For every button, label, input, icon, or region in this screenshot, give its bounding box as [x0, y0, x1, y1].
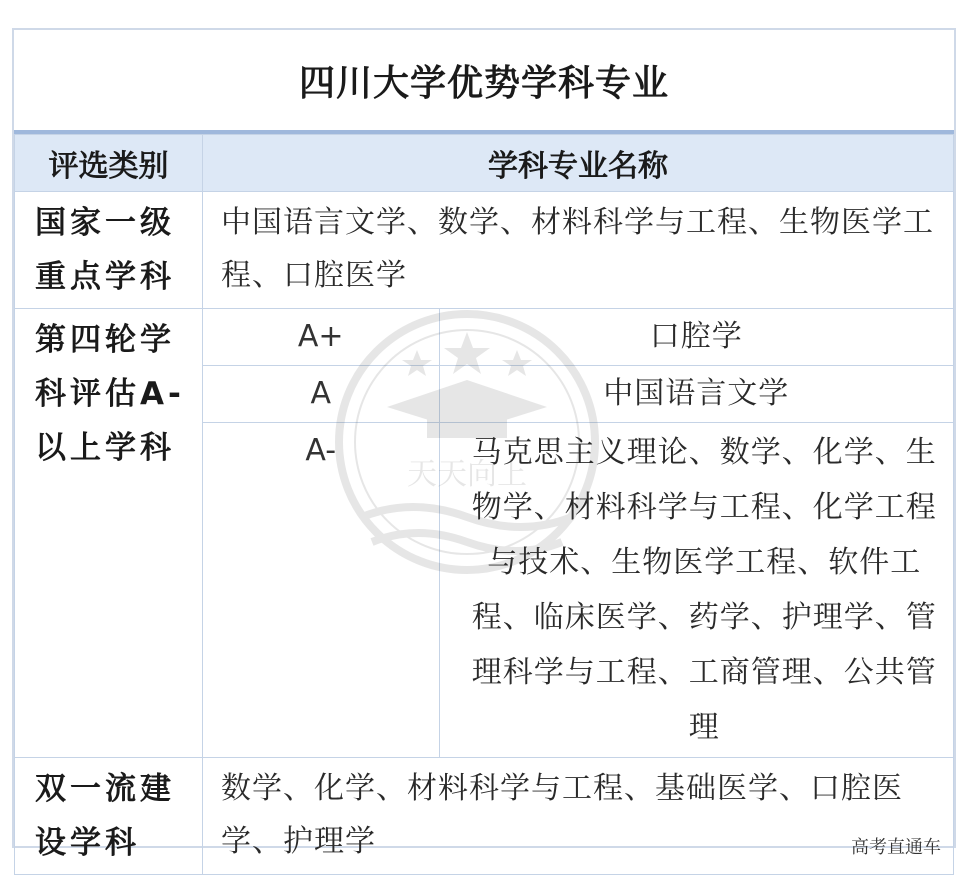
- grade-label: A: [203, 366, 439, 423]
- grade-subjects: 马克思主义理论、数学、化学、生物学、材料科学与工程、化学工程与技术、生物医学工程、软件工程、临床医学、药学、护理学、管理科学与工程、工商管理、公共管理: [439, 423, 953, 758]
- header-category: 评选类别: [15, 135, 203, 192]
- grade-row-aplus: [203, 309, 953, 366]
- category-assessment: 第四轮学科评估A-以上学科: [15, 309, 203, 758]
- table-row-assessment: [15, 309, 954, 758]
- grade-subjects: 口腔学: [439, 309, 953, 366]
- grade-label: A+: [297, 319, 344, 354]
- subjects-national: 中国语言文学、数学、材料科学与工程、生物医学工程、口腔医学: [203, 192, 954, 309]
- table-row-double-first: [15, 758, 954, 875]
- grade-row-aminus: [203, 423, 953, 758]
- category-national: 国家一级重点学科: [15, 192, 203, 309]
- subject-table: [14, 134, 954, 875]
- footer-tag: 高考直通车: [851, 837, 941, 858]
- table-title: 四川大学优势学科专业: [14, 30, 954, 134]
- subjects-double-first: 数学、化学、材料科学与工程、基础医学、口腔医学、护理学: [203, 758, 954, 875]
- category-double-first: 双一流建设学科: [15, 758, 203, 875]
- grade-label: A-: [203, 423, 439, 758]
- header-row: [15, 135, 954, 192]
- grade-table: [203, 309, 953, 757]
- table-row-national: [15, 192, 954, 309]
- subject-table-sheet: [12, 28, 956, 861]
- header-subjects: 学科专业名称: [203, 135, 954, 192]
- grade-row-a: [203, 366, 953, 423]
- grade-subjects: 中国语言文学: [439, 366, 953, 423]
